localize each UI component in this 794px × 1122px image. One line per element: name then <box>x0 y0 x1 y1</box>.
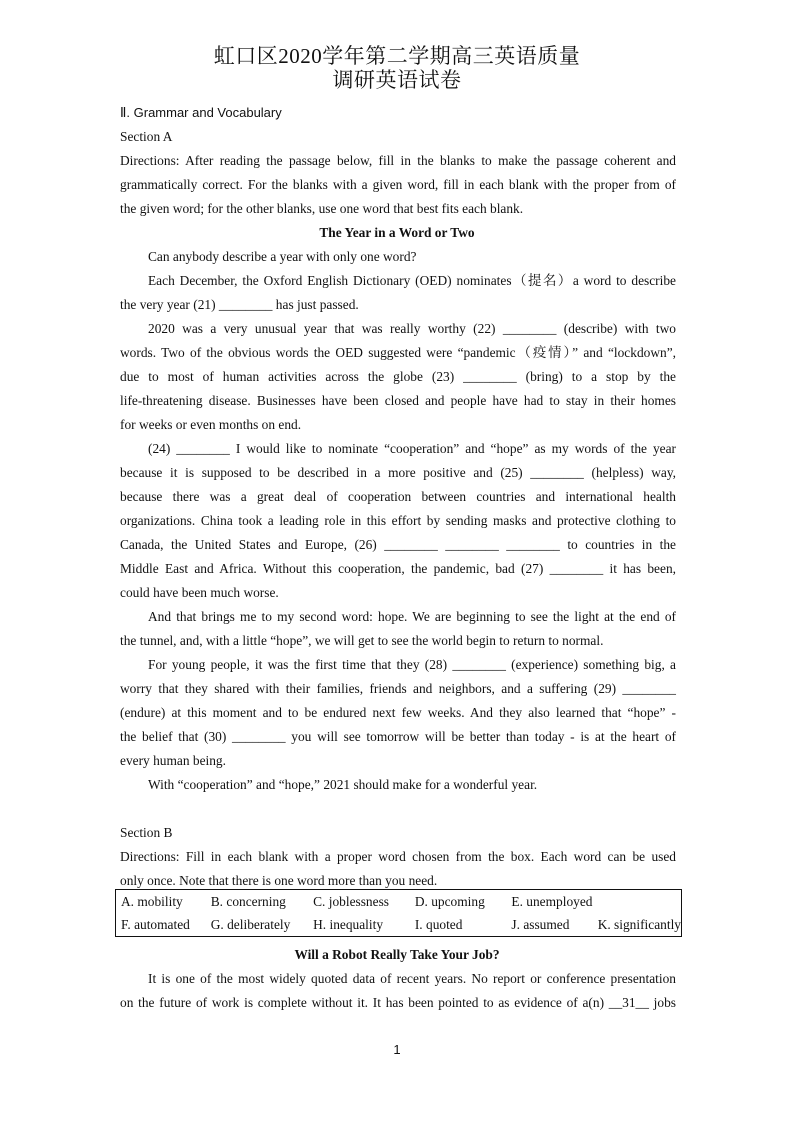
section-a-label: Section A <box>120 129 173 144</box>
word-option: B. concerning <box>210 893 286 909</box>
section-b-directions-line: Directions: Fill in each blank with a proper word chosen from the box. Each word can be used <box>120 849 676 864</box>
passage-a-line: With “cooperation” and “hope,” 2021 should make for a wonderful year. <box>148 777 538 792</box>
passage-a-line: (endure) at this moment and to be endured next few weeks. And they also learned that “hope” - <box>120 705 676 720</box>
word-option: G. deliberately <box>210 916 291 932</box>
passage-a-line: Can anybody describe a year with only one word? <box>148 249 417 264</box>
word-box <box>115 889 682 937</box>
word-option: A. mobility <box>121 893 183 909</box>
passage-a-line: And that brings me to my second word: hope. We are beginning to see the light at the end of <box>148 609 676 624</box>
word-box-row <box>116 890 682 914</box>
passage-a-line: the tunnel, and, with a little “hope”, we will get to see the world begin to return to normal. <box>120 633 604 648</box>
passage-a-line: 2020 was a very unusual year that was really worthy (22) ________ (describe) with two <box>148 321 676 336</box>
word-option: D. upcoming <box>414 893 485 909</box>
passage-a-line: could have been much worse. <box>120 585 279 600</box>
passage-a-line: the very year (21) ________ has just passed. <box>120 297 359 312</box>
passage-a-line: for weeks or even months on end. <box>120 417 302 432</box>
passage-a-line: because there was a great deal of cooperation between countries and international health <box>120 489 676 504</box>
passage-a-line: worry that they shared with their families, friends and neighbors, and a suffering (29) ________ <box>120 681 676 696</box>
section-b-label: Section B <box>120 825 173 840</box>
passage-a-line: words. Two of the obvious words the OED suggested were “pandemic（疫情）” and “lockdown”, <box>120 345 676 360</box>
passage-a-line: life-threatening disease. Businesses have been closed and people have had to stay in their homes <box>120 393 676 408</box>
passage-a-line: because it is supposed to be described in a more positive and (25) ________ (helpless) way, <box>120 465 676 480</box>
passage-a-line: the belief that (30) ________ you will see tomorrow will be better than today - is at the heart of <box>120 729 676 744</box>
section-a-directions-line: the given word; for the other blanks, use one word that best fits each blank. <box>120 201 524 216</box>
passage-b-line: It is one of the most widely quoted data of recent years. No report or conference presentation <box>148 971 676 986</box>
word-option: I. quoted <box>414 916 463 932</box>
part-heading: Ⅱ. Grammar and Vocabulary <box>120 105 282 120</box>
section-a-directions-line: grammatically correct. For the blanks with a given word, fill in each blank with the proper from of <box>120 177 676 192</box>
passage-b-line: on the future of work is complete without it. It has been pointed to as evidence of a(n) __31__ jobs <box>120 995 676 1010</box>
word-option: F. automated <box>121 916 190 932</box>
passage-a-line: (24) ________ I would like to nominate “cooperation” and “hope” as my words of the year <box>148 441 676 456</box>
word-option: J. assumed <box>511 916 570 932</box>
passage-a-line: organizations. China took a leading role in this effort by sending masks and protective clothing to <box>120 513 676 528</box>
word-option: H. inequality <box>313 916 384 932</box>
word-option: C. joblessness <box>313 893 389 909</box>
word-box-row <box>116 913 682 937</box>
page-title-line-1: 虹口区2020学年第二学期高三英语质量 <box>213 44 581 68</box>
passage-a-title: The Year in a Word or Two <box>319 225 475 240</box>
passage-a-line: For young people, it was the first time that they (28) ________ (experience) something big, a <box>148 657 676 672</box>
passage-a-line: Middle East and Africa. Without this cooperation, the pandemic, bad (27) ________ it has been, <box>120 561 676 576</box>
section-b-directions-line: only once. Note that there is one word more than you need. <box>120 873 438 888</box>
word-option: E. unemployed <box>511 893 593 909</box>
section-a-directions-line: Directions: After reading the passage below, fill in the blanks to make the passage coherent and <box>120 153 676 168</box>
passage-b-title: Will a Robot Really Take Your Job? <box>294 947 500 962</box>
page-number: 1 <box>393 1042 401 1057</box>
page-title-line-2: 调研英语试卷 <box>332 68 462 92</box>
word-option: K. significantly <box>597 916 681 932</box>
passage-a-line: every human being. <box>120 753 226 768</box>
passage-a-line: Canada, the United States and Europe, (26) ________ ________ ________ to countries in the <box>120 537 676 552</box>
passage-a-line: due to most of human activities across the globe (23) ________ (bring) to a stop by the <box>120 369 676 384</box>
passage-a-line: Each December, the Oxford English Dictionary (OED) nominates（提名）a word to describe <box>148 273 676 288</box>
